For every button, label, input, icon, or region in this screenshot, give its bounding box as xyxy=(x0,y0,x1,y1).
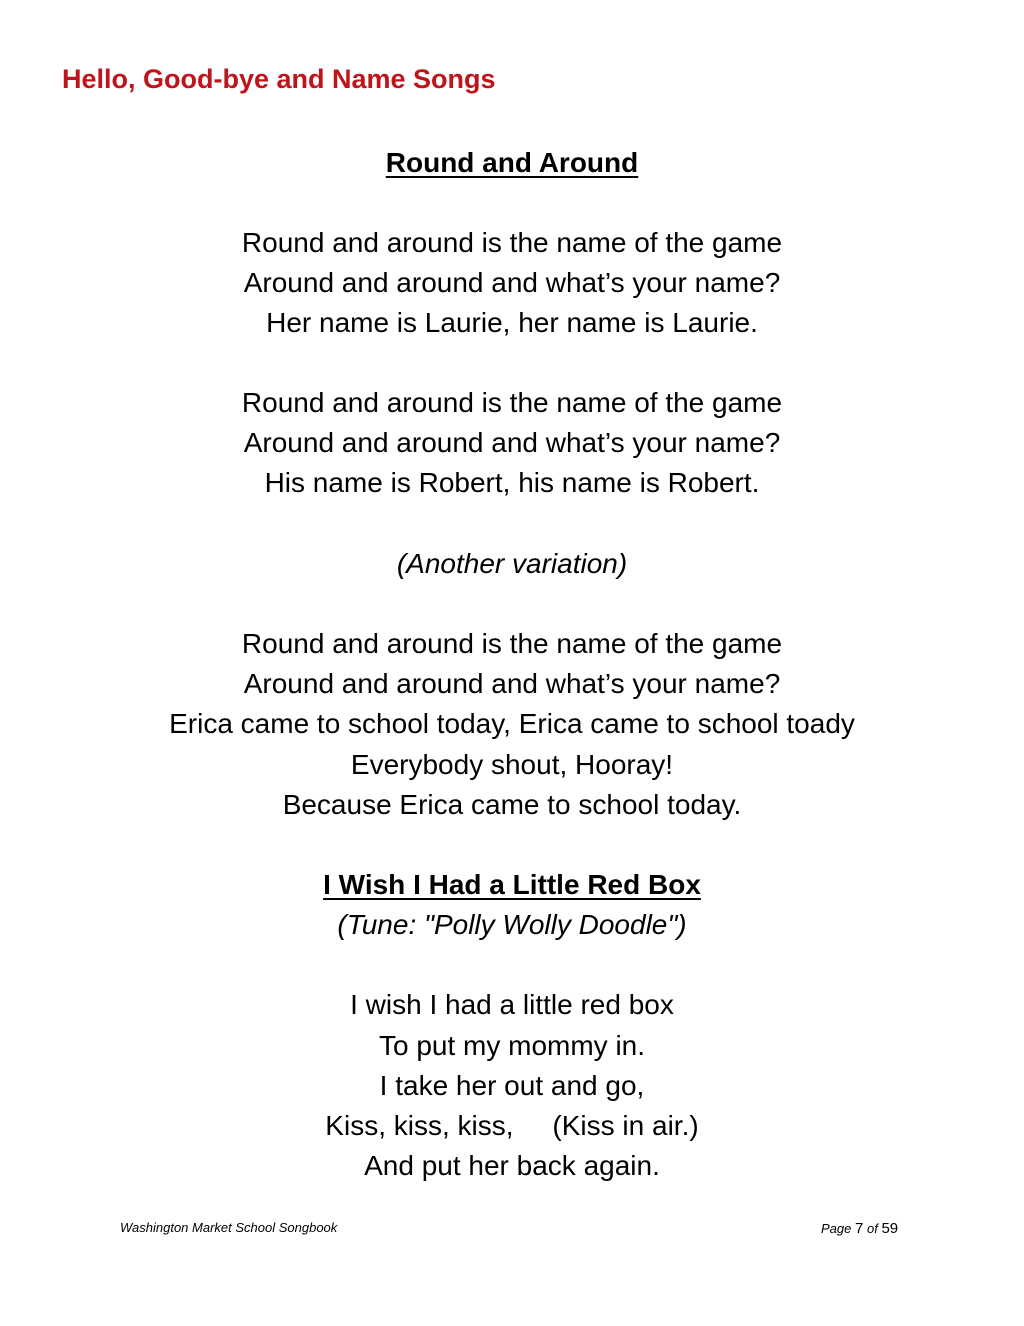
lyric-line: His name is Robert, his name is Robert. xyxy=(264,467,760,498)
total-pages: 59 xyxy=(881,1220,899,1237)
lyric-line: And put her back again. xyxy=(364,1150,660,1181)
lyric-line: Around and around and what’s your name? xyxy=(243,668,781,699)
lyric-line: Her name is Laurie, her name is Laurie. xyxy=(266,307,758,338)
page-label: Page xyxy=(821,1221,852,1236)
page-number: 7 xyxy=(855,1220,864,1237)
lyric-line: Kiss, kiss, kiss, (Kiss in air.) xyxy=(325,1110,699,1141)
lyric-line: Erica came to school today, Erica came to school toady xyxy=(169,708,855,739)
footer-book-title: Washington Market School Songbook xyxy=(120,1220,338,1235)
of-label: of xyxy=(866,1221,878,1236)
lyric-line: Around and around and what’s your name? xyxy=(243,267,781,298)
lyric-line: Because Erica came to school today. xyxy=(282,789,742,820)
song-title: I Wish I Had a Little Red Box xyxy=(323,869,701,900)
lyric-line: Round and around is the name of the game xyxy=(241,628,783,659)
lyric-line: Round and around is the name of the game xyxy=(241,227,783,258)
lyric-line: I wish I had a little red box xyxy=(350,989,674,1020)
section-heading: Hello, Good-bye and Name Songs xyxy=(62,64,496,94)
lyric-line: Around and around and what’s your name? xyxy=(243,427,781,458)
song-title: Round and Around xyxy=(385,147,639,178)
lyric-line: I take her out and go, xyxy=(379,1070,645,1101)
lyric-line: Everybody shout, Hooray! xyxy=(350,749,674,780)
lyric-line: To put my mommy in. xyxy=(378,1030,646,1061)
tune-note: (Tune: "Polly Wolly Doodle") xyxy=(337,909,687,940)
footer-page-indicator xyxy=(821,1220,898,1237)
variation-note: (Another variation) xyxy=(396,548,628,579)
lyric-line: Round and around is the name of the game xyxy=(241,387,783,418)
